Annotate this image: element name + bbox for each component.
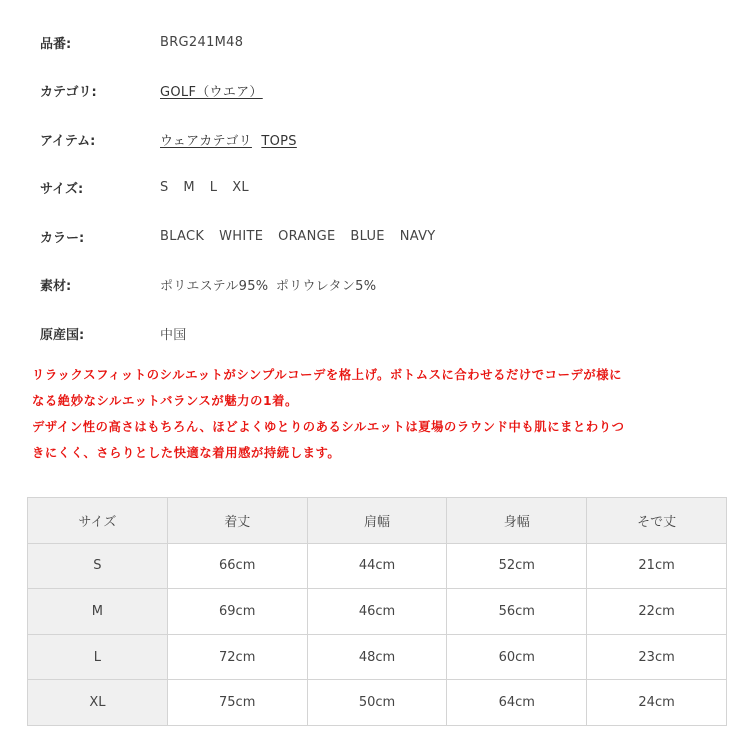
table-cell: 23cm (587, 634, 727, 680)
description-line: リラックスフィットのシルエットがシンプルコーデを格上げ。ボトムスに合わせるだけでコーデが様に (32, 368, 623, 382)
size-table-header-row (28, 498, 727, 544)
table-cell: 52cm (447, 543, 587, 589)
spec-row-item (40, 115, 720, 164)
spec-label-item: アイテム: (40, 133, 96, 149)
category-link-golf-wear[interactable]: GOLF（ウエア） (160, 85, 263, 101)
table-cell-size: L (28, 634, 168, 680)
description-line: きにくく、さらりとした快適な着用感が持続します。 (32, 446, 341, 460)
spec-value-material: ポリエステル95% ポリウレタン5% (160, 279, 377, 295)
spec-label-origin: 原産国: (40, 327, 85, 343)
table-cell: 72cm (167, 634, 307, 680)
spec-label-category: カテゴリ: (40, 85, 97, 101)
table-cell: 24cm (587, 680, 727, 726)
spec-value-item (160, 130, 297, 149)
table-cell: 69cm (167, 589, 307, 635)
table-cell: 75cm (167, 680, 307, 726)
spec-row-origin (40, 309, 720, 358)
spec-label-product-no: 品番: (40, 36, 72, 52)
table-cell: 21cm (587, 543, 727, 589)
spec-value-color: BLACK WHITE ORANGE BLUE NAVY (160, 228, 436, 244)
spec-row-material (40, 261, 720, 310)
table-cell-size: M (28, 589, 168, 635)
spec-label-size: サイズ: (40, 182, 84, 198)
size-table-header-chest: 身幅 (447, 498, 587, 544)
table-row (28, 543, 727, 589)
item-link-tops[interactable]: TOPS (261, 133, 297, 149)
table-cell: 48cm (307, 634, 447, 680)
table-cell-size: XL (28, 680, 168, 726)
size-table-header-shoulder: 肩幅 (307, 498, 447, 544)
spec-value-size: S M L XL (160, 180, 249, 196)
table-cell: 60cm (447, 634, 587, 680)
size-table-header-size: サイズ (28, 498, 168, 544)
spec-value-product-no: BRG241M48 (160, 34, 244, 50)
item-link-wear-category[interactable]: ウェアカテゴリ (160, 133, 252, 149)
table-row (28, 680, 727, 726)
table-row (28, 589, 727, 635)
spec-row-product-no (40, 18, 720, 67)
table-cell: 44cm (307, 543, 447, 589)
table-cell-size: S (28, 543, 168, 589)
spec-row-category (40, 67, 720, 116)
description-line: なる絶妙なシルエットバランスが魅力の1着。 (32, 394, 298, 408)
spec-label-color: カラー: (40, 230, 85, 246)
spec-row-size (40, 164, 720, 213)
spec-row-color (40, 212, 720, 261)
table-cell: 22cm (587, 589, 727, 635)
table-cell: 50cm (307, 680, 447, 726)
spec-value-origin: 中国 (160, 327, 187, 343)
size-table-header-sleeve: そで丈 (587, 498, 727, 544)
spec-label-material: 素材: (40, 279, 72, 295)
table-row (28, 634, 727, 680)
table-cell: 46cm (307, 589, 447, 635)
table-cell: 56cm (447, 589, 587, 635)
size-chart-table (27, 497, 727, 726)
table-cell: 64cm (447, 680, 587, 726)
product-description (32, 362, 722, 466)
product-spec-list (40, 18, 720, 358)
table-cell: 66cm (167, 543, 307, 589)
spec-value-category (160, 81, 263, 100)
size-table-header-length: 着丈 (167, 498, 307, 544)
description-line: デザイン性の高さはもちろん、ほどよくゆとりのあるシルエットは夏場のラウンド中も肌にまとわりつ (32, 420, 625, 434)
